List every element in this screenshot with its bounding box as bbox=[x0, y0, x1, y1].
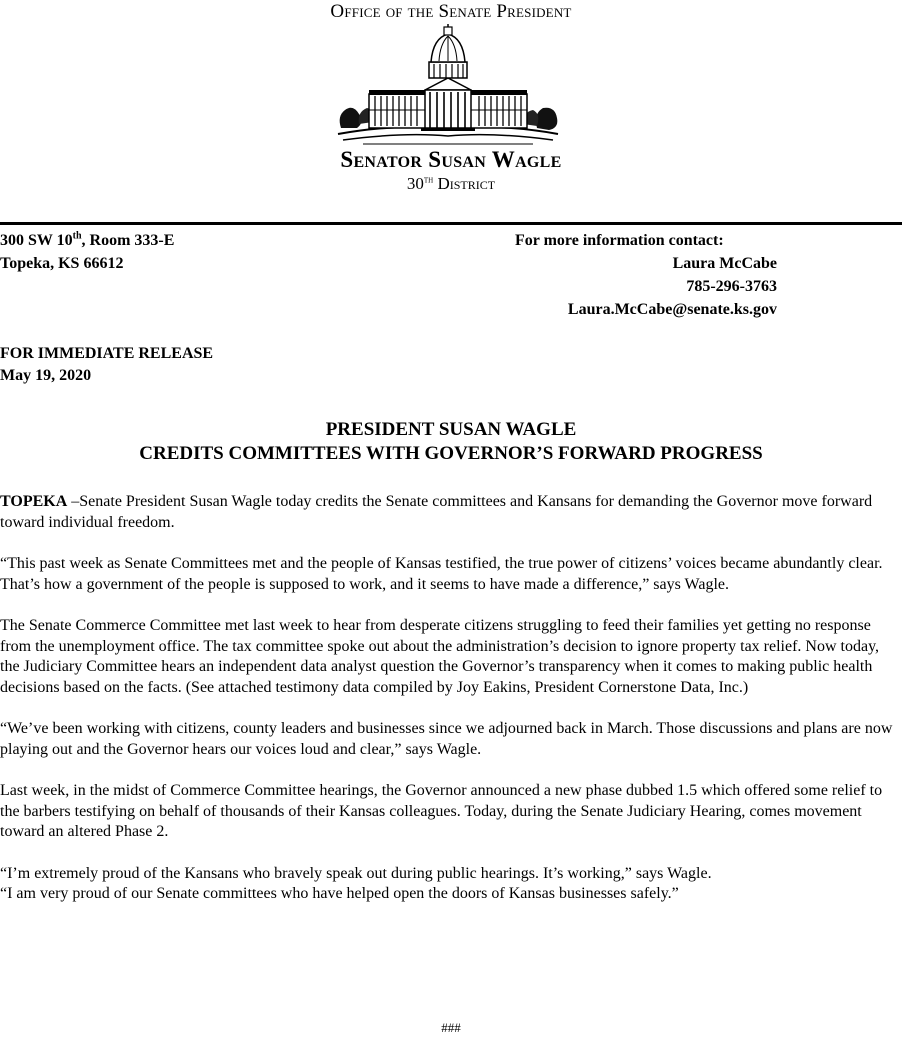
paragraph-1 bbox=[0, 492, 900, 533]
headline-line-1: PRESIDENT SUSAN WAGLE bbox=[325, 419, 577, 440]
senator-name: Senator Susan Wagle bbox=[340, 147, 562, 172]
paragraph-6-line-2: “I am very proud of our Senate committees who have helped open the doors of Kansas businesses safely.” bbox=[0, 885, 679, 902]
district-line bbox=[0, 174, 902, 194]
office-title: Office of the Senate President bbox=[330, 1, 572, 22]
district-number: 30 bbox=[406, 174, 424, 193]
contact-heading: For more information contact: bbox=[515, 232, 724, 249]
end-mark: ### bbox=[441, 1020, 461, 1035]
contact-phone: 785-296-3763 bbox=[686, 278, 777, 295]
address-ordinal: th bbox=[72, 230, 82, 242]
contact-email: Laura.McCabe@senate.ks.gov bbox=[567, 301, 777, 318]
dateline: TOPEKA bbox=[0, 493, 68, 510]
address-room: , Room 333-E bbox=[81, 232, 175, 249]
paragraph-3: The Senate Commerce Committee met last week to hear from desperate citizens struggling to feed their families yet getting no response from the unemployment office. The tax committee spoke out about the administration’s decision to ignore property tax relief. Now today, the Judiciary Committee hears an independent data analyst question the Governor’s transparency when it comes to making public health decisions based on the facts. (See attached testimony data compiled by Joy Eakins, President Cornerstone Data, Inc.) bbox=[0, 617, 880, 696]
address-street: 300 SW 10 bbox=[0, 232, 73, 249]
address-line-2: Topeka, KS 66612 bbox=[0, 255, 124, 272]
address-line-1 bbox=[0, 229, 174, 252]
office-address bbox=[0, 229, 174, 275]
release-date: May 19, 2020 bbox=[0, 367, 92, 384]
district-ordinal: th bbox=[423, 174, 434, 186]
contact-name: Laura McCabe bbox=[672, 255, 777, 272]
paragraph-6-line-1: “I’m extremely proud of the Kansans who bravely speak out during public hearings. It’s working,” says Wagle. bbox=[0, 864, 712, 882]
header-divider bbox=[0, 222, 902, 225]
contact-block bbox=[515, 229, 777, 321]
paragraph-1-text: –Senate President Susan Wagle today credits the Senate committees and Kansans for demanding the Governor move forward toward individual freedom. bbox=[0, 493, 873, 531]
release-label: FOR IMMEDIATE RELEASE bbox=[0, 345, 214, 362]
press-body bbox=[0, 492, 900, 926]
capitol-building-seal-icon bbox=[333, 24, 563, 146]
paragraph-4: “We’ve been working with citizens, county leaders and businesses since we adjourned back in March. Those discussions and plans are now playing out and the Governor hears our voices loud and clear,” says Wagle. bbox=[0, 720, 893, 758]
paragraph-2: “This past week as Senate Committees met and the people of Kansas testified, the true power of citizens’ voices became abundantly clear. That’s how a government of the people is supposed to work, and it seems to have made a difference,” says Wagle. bbox=[0, 555, 883, 593]
paragraph-5: Last week, in the midst of Commerce Committee hearings, the Governor announced a new phase dubbed 1.5 which offered some relief to the barbers testifying on behalf of thousands of their Kansas colleagues. Today, during the Senate Judiciary Hearing, comes movement toward an altered Phase 2. bbox=[0, 782, 883, 840]
press-headline bbox=[0, 418, 902, 466]
paragraph-6 bbox=[0, 864, 900, 905]
district-label: District bbox=[437, 174, 496, 193]
release-block bbox=[0, 343, 213, 387]
headline-line-2: CREDITS COMMITTEES WITH GOVERNOR’S FORWARD PROGRESS bbox=[139, 443, 763, 464]
